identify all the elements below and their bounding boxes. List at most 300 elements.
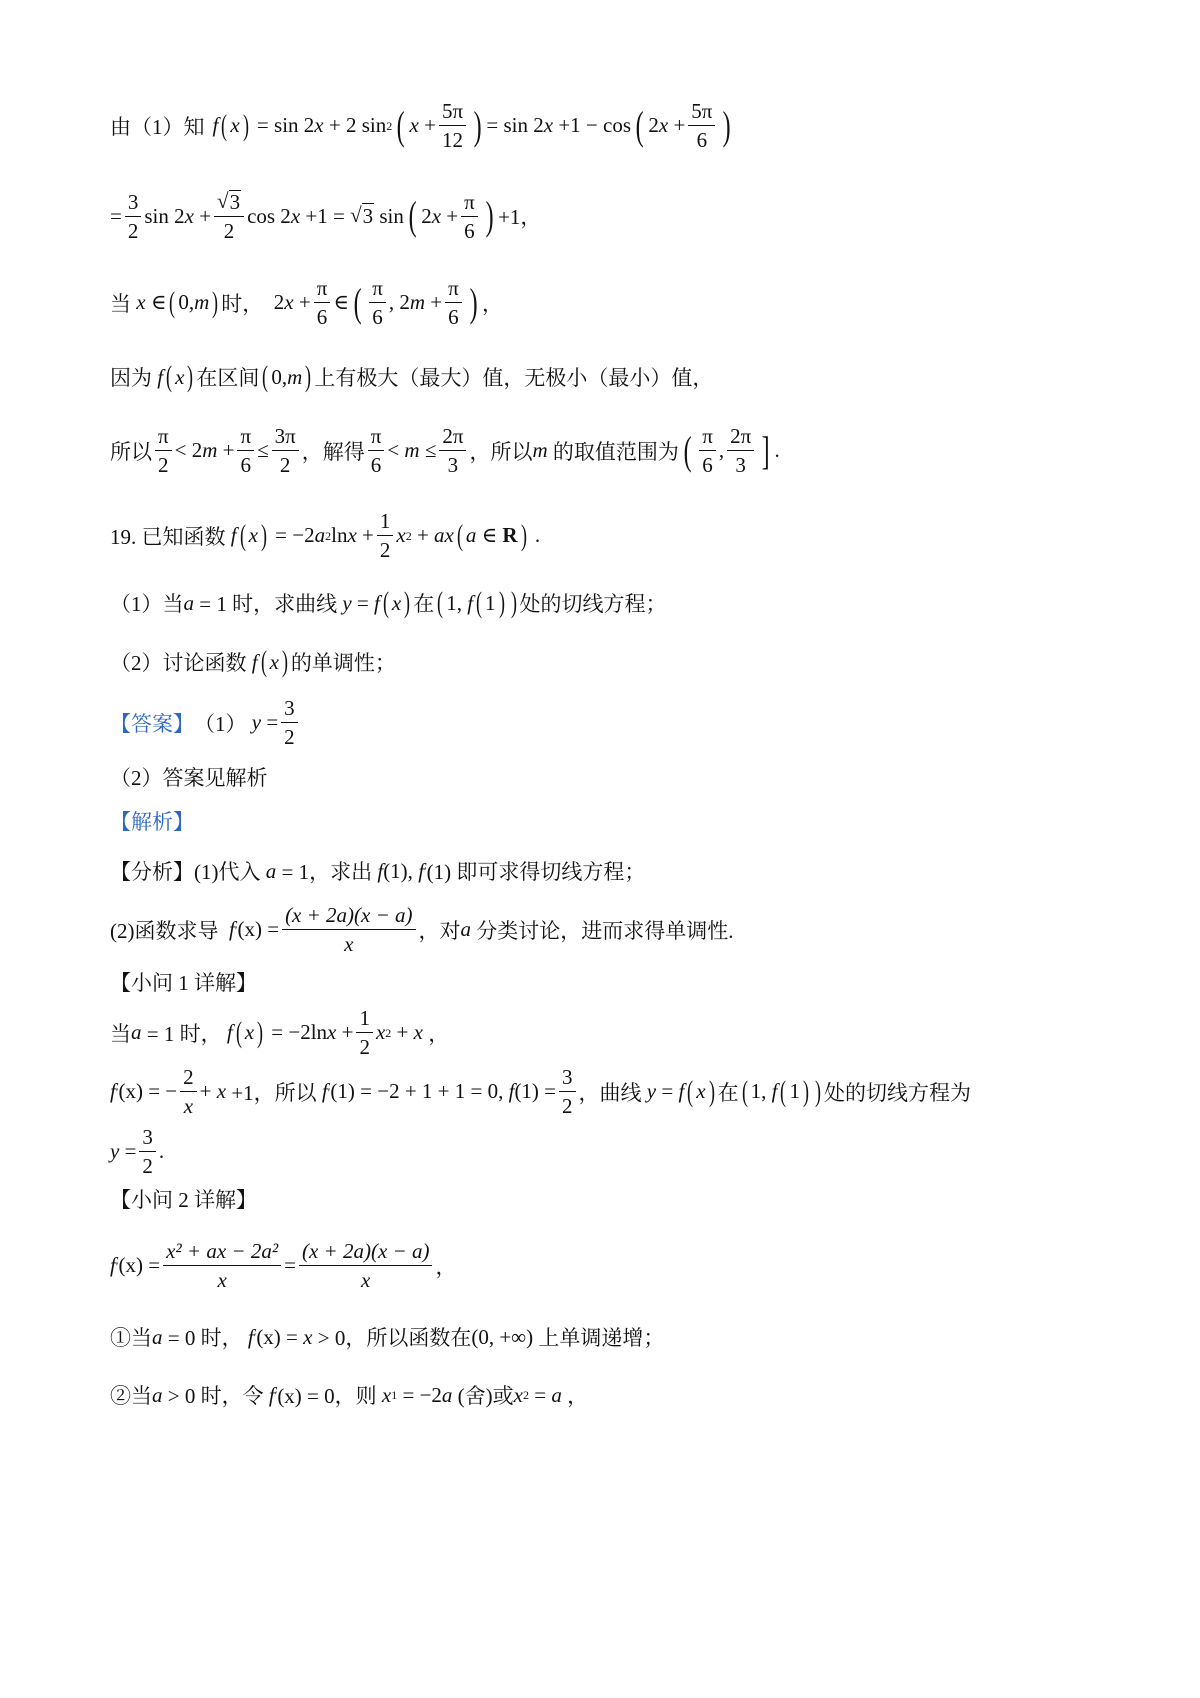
var-x: x (413, 1020, 423, 1045)
fraction (155, 425, 172, 476)
question-title: 19. 已知函数 (110, 524, 226, 549)
denominator: 2 (127, 218, 139, 243)
paren-close: ) (212, 285, 219, 319)
numerator: 1 (356, 1007, 373, 1033)
var-a: a (131, 1020, 142, 1045)
text: ， (428, 1021, 450, 1046)
solution-line-1: 由（1）知 f ( x ) = sin 2 x + 2 sin 2 ( x + $\frac{5\pi}{12}$ ) = sin 2 x +1 − cos ( 2 x + $\frac{5\pi}{6}$ ) (110, 99, 732, 153)
denominator: 12 (442, 128, 464, 153)
var-m: m (194, 290, 210, 315)
text: > 0，所以函数在 (317, 1326, 472, 1350)
op: + (673, 113, 686, 138)
op: = (284, 1253, 296, 1278)
expr: (x) = (237, 917, 280, 942)
radicand: 3 (229, 190, 241, 214)
text: ， (435, 1254, 457, 1279)
text: . (774, 438, 780, 463)
var-a: a (314, 523, 326, 548)
text: ，曲线 (578, 1080, 642, 1105)
var-f: f (508, 1079, 515, 1104)
paren-close: ) (281, 645, 288, 678)
var-x: x (347, 523, 357, 548)
subquestion-2-heading (110, 1184, 1100, 1214)
paren-open: ( (635, 102, 644, 148)
numerator: π (237, 425, 254, 451)
op: = (534, 1382, 547, 1407)
solution-line-4 (110, 362, 1100, 392)
text: ， (567, 1384, 589, 1408)
text: （1）当 (110, 592, 184, 616)
fraction (299, 1240, 432, 1291)
numerator: x² + ax − 2a² (163, 1240, 281, 1266)
fraction (125, 191, 142, 242)
var-f: f (771, 1079, 778, 1104)
numerator: π (445, 277, 462, 303)
text: > 0 时，令 (167, 1384, 264, 1408)
var-x: x (216, 1079, 227, 1104)
op: + (416, 523, 429, 548)
denominator: 3 (447, 453, 459, 478)
expr: sin 2 (144, 203, 185, 228)
var-y: y (342, 590, 352, 615)
expr: +1， (498, 205, 542, 230)
paren-close: ) (520, 518, 527, 552)
denominator: 6 (702, 453, 713, 478)
text: （1） (194, 711, 247, 736)
op: = (356, 590, 369, 615)
var-f: f (467, 590, 474, 615)
numerator: 3 (559, 1066, 576, 1092)
text: = 1 时， (146, 1021, 222, 1046)
sub1-line-2: f ′ (x) = − $\frac{2}{x}$ + x +1，所以 f ′ (1) = −2 + 1 + 1 = 0, f (1) = $\frac{3}{2}$ ，曲线 y = f ( x ) 在 ( 1, f ( 1 ) ) 处的切线方程为 (110, 1065, 971, 1119)
expr: = −2ln (271, 1020, 328, 1045)
paren-open: ( (396, 102, 405, 148)
op: = (110, 203, 122, 228)
denominator: x (344, 932, 354, 957)
denominator: 3 (735, 453, 746, 478)
fraction (439, 100, 466, 151)
paren-open: ( (382, 586, 389, 619)
text: (1) 即可求得切线方程； (426, 860, 646, 884)
fraction (439, 425, 466, 476)
paren-open: ( (456, 518, 463, 552)
sqrt: √ 3 (217, 189, 241, 214)
fraction (559, 1066, 576, 1117)
numerator: 3 (281, 697, 298, 723)
op: + (341, 1020, 354, 1045)
numerator (214, 190, 244, 217)
expr: (0, +∞) (471, 1324, 534, 1349)
paren-close: ) (305, 360, 312, 393)
op: + (199, 1079, 212, 1104)
text: (舍)或 (457, 1384, 514, 1408)
denominator: 6 (370, 453, 382, 478)
paren-close: ) (242, 108, 249, 142)
expr: < 2 (174, 438, 203, 463)
numerator: π (368, 425, 385, 451)
var-f: f (110, 1253, 116, 1278)
analysis-line-2: (2)函数求导 f ′ (x) = $\frac{(x + 2a)(x - a)}{x}$ ，对 a 分类讨论，进而求得单调性. (110, 903, 734, 957)
var-f: f (418, 858, 425, 883)
fraction (445, 277, 462, 328)
expr: + 2 sin (328, 113, 387, 138)
expr: = sin 2 (256, 113, 315, 138)
expr: (1) = (514, 1079, 557, 1104)
fraction (369, 277, 386, 328)
expr: = −2 (402, 1382, 442, 1407)
paren-open: ( (239, 518, 246, 552)
text: = 1 时，求曲线 (199, 592, 338, 616)
expr: sin (379, 203, 404, 228)
sub1-line-3 (110, 1126, 1100, 1177)
op: + (446, 203, 459, 228)
var-a: a (183, 590, 194, 615)
fraction (281, 697, 298, 748)
fraction (314, 277, 331, 328)
var-x: x (136, 290, 146, 315)
var-m: m (409, 290, 425, 315)
denominator: 2 (223, 219, 235, 244)
expr: 0, (178, 290, 195, 315)
expr: +1 − cos (558, 113, 632, 138)
text: ， (482, 291, 504, 316)
numerator: (x + 2a)(x − a) (282, 904, 415, 930)
expr: (1), (383, 858, 413, 883)
text: . (534, 523, 541, 548)
var-x: x (391, 590, 402, 615)
paren-close: ) (257, 1015, 264, 1049)
op: = (124, 1139, 137, 1164)
fraction (214, 190, 244, 242)
op: < (387, 438, 400, 463)
var-f: f (377, 858, 384, 883)
denominator: 2 (562, 1094, 573, 1119)
denominator: 6 (696, 128, 708, 153)
text: 由（1）知 (110, 114, 205, 139)
op: , (718, 438, 725, 463)
numerator: 3π (272, 425, 299, 451)
denominator: 2 (359, 1035, 370, 1060)
numerator: 3 (139, 1126, 156, 1152)
expr: = −2 (275, 523, 315, 548)
text: ，所以 (469, 439, 533, 464)
fraction (368, 425, 385, 476)
numerator: π (369, 277, 386, 303)
answer-line-1 (110, 697, 1100, 748)
expr: ln (331, 523, 348, 548)
numerator: 1 (377, 510, 394, 536)
paren-close: ) (473, 102, 482, 148)
var-x: x (230, 113, 240, 138)
var-f: f (247, 1324, 254, 1349)
paren-close: ) (469, 279, 478, 325)
op: ∈ (481, 523, 498, 548)
var-x: x (314, 113, 324, 138)
text: 在 (717, 1080, 739, 1105)
text: +1，所以 (231, 1080, 317, 1105)
text: 的取值范围为 (552, 439, 679, 464)
var-f: f (268, 1382, 275, 1407)
paren-close: ) (723, 102, 732, 148)
text: 处的切线方程为 (823, 1080, 971, 1105)
question-part-1 (110, 588, 1100, 618)
paren-open: ( (166, 360, 173, 393)
var-f: f (678, 1079, 685, 1104)
numerator: 5π (439, 100, 466, 126)
expr: 1, (446, 590, 462, 615)
var-ax: ax (434, 523, 454, 548)
sub2-line-1: f ′ (x) = $\frac{\text{x² + ax − 2a²}}{x}$ = $\frac{(x + 2a)(x - a)}{x}$ ， (110, 1239, 457, 1293)
case-2: ②当 a > 0 时，令 f ′ (x) = 0，则 x 1 = −2 a (舍)或 x 2 = a ， (110, 1380, 1100, 1410)
op: = (661, 1079, 674, 1104)
var-f: f (321, 1079, 328, 1104)
var-f: f (251, 649, 258, 674)
op: ∈ (150, 290, 167, 315)
expr: (1) = −2 + 1 + 1 = 0, (330, 1079, 504, 1104)
numerator: 5π (688, 100, 715, 126)
denominator: 2 (158, 453, 169, 478)
var-a: a (152, 1324, 163, 1349)
text: = 0 时， (167, 1326, 243, 1350)
numerator: π (461, 191, 478, 217)
denominator: 2 (142, 1154, 153, 1179)
var-y: y (251, 710, 262, 735)
var-x: x (184, 203, 194, 228)
var-x: x (269, 649, 279, 674)
text: 在区间 (196, 366, 260, 390)
fraction (139, 1126, 156, 1177)
var-a: a (551, 1382, 562, 1407)
var-x: x (409, 113, 419, 138)
text: 在 (413, 592, 435, 616)
paren-open: ( (437, 586, 444, 619)
var-y: y (646, 1079, 657, 1104)
paren-open: ( (260, 645, 267, 678)
question-19: 19. 已知函数 f ( x ) = −2 a 2 ln x + $\frac{1}{2}$ x 2 + ax ( a ∈ R ) . (110, 509, 541, 563)
var-f: f (229, 917, 235, 942)
paren-close: ) (708, 1074, 715, 1108)
denominator: x (217, 1268, 227, 1293)
paren-close: ) (814, 1074, 821, 1108)
expr: (x) = 0，则 (277, 1384, 377, 1408)
denominator: 6 (240, 453, 252, 478)
var-a: a (460, 917, 472, 942)
expr: 2 (421, 203, 432, 228)
heading: 【小问 1 详解】 (110, 971, 257, 995)
expr: cos 2 (247, 203, 291, 228)
paren-open: ( (476, 586, 483, 619)
fraction (377, 510, 394, 561)
analysis-heading: 【分析】 (110, 860, 194, 884)
expr: 0, (271, 364, 288, 389)
solution-line-5 (110, 425, 1100, 476)
analysis-label: 【解析】 (110, 810, 194, 834)
var-m: m (202, 438, 218, 463)
var-a: a (265, 858, 277, 883)
var-x: x (431, 203, 442, 228)
op: = (266, 710, 279, 735)
radicand: 3 (362, 204, 374, 229)
case-1: ①当 a = 0 时， f ′ (x) = x > 0，所以函数在 (0, +∞) 上单调递增； (110, 1322, 1100, 1352)
denominator: 2 (284, 725, 295, 750)
expr: 2 (273, 290, 285, 315)
numerator: 3 (125, 191, 142, 217)
solution-line-2 (110, 190, 1100, 242)
var-x: x (513, 1382, 523, 1407)
text: （2）答案见解析 (110, 766, 268, 790)
paren-close: ) (187, 360, 194, 393)
text: (2)函数求导 (110, 918, 219, 943)
paren-open: ( (235, 1015, 242, 1049)
expr: 1 (485, 590, 496, 615)
fraction (356, 1007, 373, 1058)
op: + (222, 438, 235, 463)
paren-close: ) (260, 518, 267, 552)
numerator: π (155, 425, 172, 451)
var-x: x (303, 1324, 313, 1349)
sqrt: √ 3 (350, 203, 374, 229)
paren-open: ( (683, 427, 692, 473)
var-x: x (175, 364, 185, 389)
op: ≤ (257, 438, 269, 463)
op: + (430, 290, 443, 315)
paren-open: ( (169, 285, 176, 319)
solution-line-3 (110, 277, 1100, 328)
var-x: x (396, 523, 406, 548)
fraction (180, 1066, 197, 1117)
op: ≤ (424, 438, 437, 463)
var-f: f (212, 113, 219, 138)
bracket-close: ] (761, 427, 770, 473)
text: (1)代入 (194, 860, 261, 884)
paren-open: ( (221, 108, 228, 142)
var-a: a (441, 1382, 453, 1407)
fraction (461, 191, 478, 242)
text: ，解得 (301, 439, 365, 464)
text: 因为 (110, 366, 152, 390)
expr: , 2 (388, 290, 410, 315)
var-x: x (327, 1020, 337, 1045)
text: 处的切线方程； (519, 592, 667, 616)
op: + (424, 113, 436, 138)
fraction (272, 425, 299, 476)
paren-close: ) (802, 1074, 809, 1108)
var-x: x (658, 113, 669, 138)
fraction (282, 904, 415, 955)
text: ②当 (110, 1384, 152, 1408)
analysis-label-line (110, 806, 1100, 836)
denominator: 6 (372, 305, 383, 330)
fraction (163, 1240, 281, 1291)
var-x: x (248, 523, 258, 548)
denominator: 6 (448, 305, 459, 330)
paren-open: ( (408, 193, 417, 239)
expr: 1, (750, 1079, 767, 1104)
var-m: m (287, 364, 303, 389)
numerator: π (314, 277, 331, 303)
paren-open: ( (687, 1074, 694, 1108)
var-f: f (157, 364, 164, 389)
paren-close: ) (485, 193, 494, 239)
paren-open: ( (262, 360, 269, 393)
numerator: 2π (727, 425, 754, 451)
op: + (362, 523, 374, 548)
set-R: R (502, 523, 518, 548)
expr: +1 = (305, 203, 345, 228)
paren-open: ( (353, 279, 362, 325)
op: ∈ (333, 290, 349, 315)
var-f: f (226, 1020, 233, 1045)
var-x: x (381, 1382, 392, 1407)
text: 时， (221, 291, 264, 316)
paren-close: ) (498, 586, 505, 619)
numerator: 2π (439, 425, 466, 451)
text: . (158, 1139, 165, 1164)
text: 上单调递增； (538, 1326, 665, 1350)
expr: (x) = (256, 1324, 298, 1349)
denominator: x (183, 1094, 194, 1119)
text: 的单调性； (290, 651, 396, 675)
text: ，对 (418, 918, 461, 943)
fraction (237, 425, 254, 476)
numerator: 2 (180, 1066, 197, 1092)
var-f: f (230, 523, 237, 548)
op: + (298, 290, 311, 315)
denominator: 6 (316, 305, 328, 330)
var-m: m (532, 438, 548, 463)
expr: = sin 2 (486, 113, 544, 138)
sub1-line-1: 当 a = 1 时， f ( x ) = −2ln x + $\frac{1}{2}$ x 2 + x ， (110, 1006, 450, 1060)
op: + (396, 1020, 409, 1045)
text: = 1，求出 (281, 860, 373, 884)
expr: 2 (648, 113, 659, 138)
var-x: x (244, 1020, 255, 1045)
var-x: x (284, 290, 294, 315)
var-x: x (543, 113, 554, 138)
text: ①当 (110, 1326, 152, 1350)
paren-close: ) (510, 586, 517, 619)
text: 分类讨论，进而求得单调性. (476, 918, 734, 943)
fraction (727, 425, 754, 476)
var-x: x (290, 203, 301, 228)
answer-label: 【答案】 (110, 711, 194, 736)
answer-line-2 (110, 762, 1100, 792)
text: （2）讨论函数 (110, 651, 247, 675)
var-f: f (110, 1079, 116, 1104)
numerator: (x + 2a)(x − a) (299, 1240, 432, 1266)
subquestion-1-heading (110, 967, 1100, 997)
text: 当 (110, 1021, 131, 1046)
denominator: 2 (379, 538, 391, 563)
fraction (688, 100, 715, 151)
var-m: m (404, 438, 420, 463)
text: 所以 (110, 439, 152, 464)
var-f: f (374, 590, 380, 615)
paren-open: ( (741, 1074, 748, 1108)
var-a: a (152, 1382, 163, 1407)
numerator: π (699, 425, 716, 451)
text: 上有极大（最大）值，无极小（最小）值， (314, 366, 714, 390)
var-x: x (375, 1020, 386, 1045)
text: 当 (110, 291, 131, 316)
expr: (x) = − (118, 1079, 178, 1104)
denominator: x (361, 1268, 371, 1293)
var-x: x (696, 1079, 706, 1104)
fraction (699, 425, 716, 476)
heading: 【小问 2 详解】 (110, 1188, 257, 1212)
question-part-2 (110, 647, 1100, 677)
var-y: y (110, 1139, 120, 1164)
